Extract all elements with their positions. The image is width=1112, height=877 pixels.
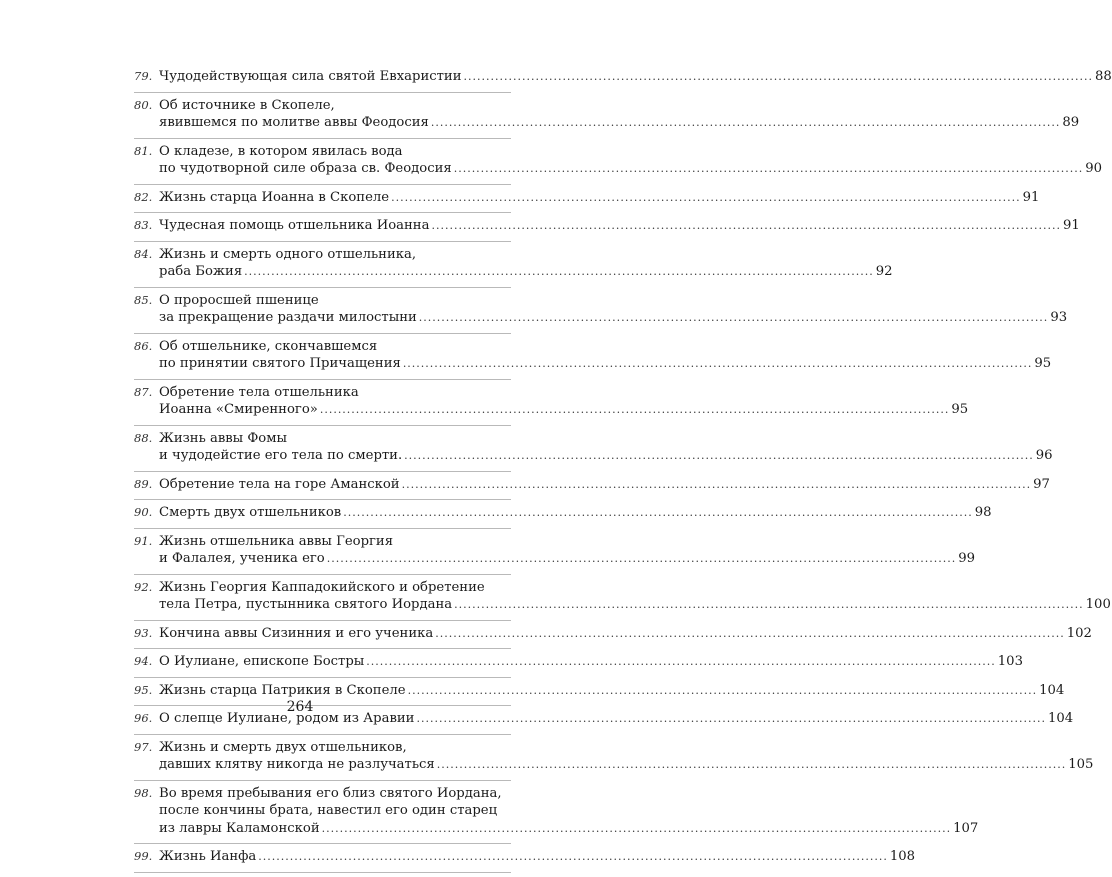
dot-leader: ............................................................................................................................................ xyxy=(453,162,1084,175)
entry-title-line: Жизнь и смерть одного отшельника, xyxy=(159,246,417,262)
entry-number: 87. xyxy=(134,384,153,399)
entry-title-line: раба Божия xyxy=(159,264,243,279)
entry-number: 90. xyxy=(134,505,153,519)
entry-title-line: Жизнь Ианфа xyxy=(159,849,257,864)
dot-leader: ............................................................................................................................................ xyxy=(436,758,1067,771)
entry-title xyxy=(159,292,1068,327)
entry-page: 98 xyxy=(974,505,992,520)
dot-leader: ............................................................................................................................................ xyxy=(343,506,973,519)
dot-leader: ............................................................................................................................................ xyxy=(244,265,874,278)
entry-number: 96. xyxy=(134,711,153,725)
entry-page: 90 xyxy=(1085,161,1103,176)
toc-entry xyxy=(134,384,969,426)
toc-entry xyxy=(134,739,1094,781)
entry-page: 96 xyxy=(1035,448,1053,463)
entry-title-line: О слепце Иулиане, родом из Аравии xyxy=(159,711,415,726)
entry-number: 97. xyxy=(134,739,153,754)
entry-title-line: Обретение тела на горе Аманской xyxy=(159,476,400,492)
entry-title xyxy=(159,848,915,866)
dot-leader: ............................................................................................................................................ xyxy=(407,683,1038,697)
entry-number: 95. xyxy=(134,682,153,697)
entry-number: 80. xyxy=(134,97,153,112)
toc-entry xyxy=(134,430,1053,472)
entry-page: 95 xyxy=(1034,356,1052,371)
entry-title xyxy=(159,533,976,568)
entry-title-line: Об отшельнике, скончавшемся xyxy=(159,338,378,354)
entry-title-line: О Иулиане, епископе Бостры xyxy=(159,654,365,669)
entry-title xyxy=(159,625,1092,643)
page-number: 264 xyxy=(286,699,314,715)
toc-entry xyxy=(134,189,1040,214)
dot-leader: ............................................................................................................................................ xyxy=(321,821,952,835)
entry-number: 83. xyxy=(134,218,153,232)
entry-page: 95 xyxy=(951,402,969,417)
dot-leader: ............................................................................................................................................ xyxy=(319,403,950,416)
entry-page: 91 xyxy=(1022,189,1040,205)
dot-leader: ............................................................................................................................................ xyxy=(454,598,1084,611)
dot-leader: ............................................................................................................................................ xyxy=(431,219,1061,232)
entry-title-line: Жизнь отшельника аввы Георгия xyxy=(159,533,394,549)
entry-title xyxy=(159,504,992,522)
entry-title-line: Жизнь старца Иоанна в Скопеле xyxy=(159,189,390,205)
entry-title xyxy=(159,68,1112,86)
entry-title-line: Жизнь старца Патрикия в Скопеле xyxy=(159,682,406,698)
entry-number: 81. xyxy=(134,143,153,158)
entry-page: 104 xyxy=(1039,682,1065,698)
entry-page: 93 xyxy=(1050,310,1068,325)
toc-entry xyxy=(134,97,1080,139)
entry-number: 89. xyxy=(134,476,153,491)
entry-page: 91 xyxy=(1063,218,1080,233)
dot-leader: ............................................................................................................................................ xyxy=(430,116,1061,129)
entry-number: 88. xyxy=(134,430,153,445)
toc-entry xyxy=(134,625,1092,650)
toc-entry xyxy=(134,292,1068,334)
entry-page: 103 xyxy=(997,654,1023,669)
entry-title-line: явившемся по молитве аввы Феодосия xyxy=(159,115,429,130)
entry-title-line: Жизнь аввы Фомы xyxy=(159,430,287,446)
entry-title-line: Обретение тела отшельника xyxy=(159,384,359,400)
table-of-contents xyxy=(134,68,1112,877)
toc-entry xyxy=(134,476,1050,501)
entry-number: 99. xyxy=(134,849,153,863)
entry-title-line: Чудодействующая сила святой Евхаристии xyxy=(159,69,462,84)
dot-leader: ............................................................................................................................................ xyxy=(418,311,1049,324)
toc-entry xyxy=(134,785,979,845)
entry-page: 92 xyxy=(875,264,893,279)
entry-title-line: по чудотворной силе образа св. Феодосия xyxy=(159,161,452,176)
entry-page: 102 xyxy=(1066,625,1092,641)
entry-page: 104 xyxy=(1048,711,1074,726)
entry-title xyxy=(159,338,1052,373)
dot-leader: ............................................................................................................................................ xyxy=(404,449,1034,462)
entry-title-line: Об источнике в Скопеле, xyxy=(159,97,335,113)
entry-title-line: за прекращение раздачи милостыни xyxy=(159,310,417,325)
entry-page: 105 xyxy=(1068,757,1094,772)
entry-number: 86. xyxy=(134,338,153,353)
entry-title xyxy=(159,246,893,281)
dot-leader: ............................................................................................................................................ xyxy=(402,357,1033,370)
dot-leader: ............................................................................................................................................ xyxy=(366,655,996,668)
entry-number: 82. xyxy=(134,189,153,204)
entry-title-line: Иоанна «Смиренного» xyxy=(159,402,318,417)
toc-entry xyxy=(134,533,976,575)
toc-entry xyxy=(134,338,1052,380)
entry-title xyxy=(159,476,1050,494)
dot-leader: ............................................................................................................................................ xyxy=(463,70,1094,83)
entry-page: 107 xyxy=(953,820,979,836)
entry-title-line: Чудесная помощь отшельника Иоанна xyxy=(159,218,430,233)
entry-number: 92. xyxy=(134,579,153,594)
entry-title xyxy=(159,682,1065,700)
entry-title xyxy=(159,189,1040,207)
entry-title-line: Смерть двух отшельников xyxy=(159,505,342,520)
toc-entry xyxy=(134,143,1103,185)
entry-number: 91. xyxy=(134,533,153,548)
entry-title xyxy=(159,217,1080,235)
entry-page: 99 xyxy=(958,551,976,566)
toc-entry xyxy=(134,579,1111,621)
entry-title-line: О кладезе, в котором явилась вода xyxy=(159,143,403,159)
entry-title xyxy=(159,384,969,419)
entry-title-line: и чудодейстие его тела по смерти. xyxy=(159,448,403,463)
toc-entry xyxy=(134,217,1080,242)
entry-number: 94. xyxy=(134,654,153,668)
entry-title xyxy=(159,579,1111,614)
entry-page: 88 xyxy=(1095,69,1112,84)
entry-title-line: тела Петра, пустынника святого Иордана xyxy=(159,597,453,612)
toc-entry xyxy=(134,653,1023,678)
entry-number: 98. xyxy=(134,785,153,800)
entry-title-line: после кончины брата, навестил его один старец xyxy=(159,803,498,818)
entry-page: 108 xyxy=(889,849,915,864)
toc-entry xyxy=(134,504,992,529)
entry-title-line: Жизнь Георгия Каппадокийского и обретение xyxy=(159,579,485,595)
entry-page: 89 xyxy=(1062,115,1080,130)
entry-title-line: давших клятву никогда не разлучаться xyxy=(159,757,435,772)
entry-title xyxy=(159,653,1023,671)
entry-title xyxy=(159,143,1103,178)
entry-title-line: по принятии святого Причащения xyxy=(159,356,401,371)
entry-number: 93. xyxy=(134,625,153,640)
entry-page: 100 xyxy=(1085,597,1111,612)
entry-title xyxy=(159,739,1094,774)
dot-leader: ............................................................................................................................................ xyxy=(326,552,957,565)
dot-leader: ............................................................................................................................................ xyxy=(391,190,1021,204)
toc-entry xyxy=(134,848,915,873)
entry-title-line: Жизнь и смерть двух отшельников, xyxy=(159,739,407,755)
dot-leader: ............................................................................................................................................ xyxy=(416,712,1046,725)
entry-number: 85. xyxy=(134,292,153,307)
entry-title xyxy=(159,430,1053,465)
entry-title-line: Кончина аввы Сизинния и его ученика xyxy=(159,625,434,641)
dot-leader: ............................................................................................................................................ xyxy=(258,850,888,863)
dot-leader: ............................................................................................................................................ xyxy=(401,477,1032,491)
dot-leader: ............................................................................................................................................ xyxy=(435,626,1065,640)
entry-number: 84. xyxy=(134,246,153,261)
entry-title xyxy=(159,97,1080,132)
entry-title-line: и Фалалея, ученика его xyxy=(159,551,325,566)
entry-title xyxy=(159,785,979,838)
entry-title-line: О проросшей пшенице xyxy=(159,292,319,308)
entry-page: 97 xyxy=(1033,476,1050,492)
entry-title-line: из лавры Каламонской xyxy=(159,820,320,836)
toc-entry xyxy=(134,246,893,288)
toc-entry xyxy=(134,68,1112,93)
entry-title-line: Во время пребывания его близ святого Иордана, xyxy=(159,785,502,801)
entry-number: 79. xyxy=(134,69,153,83)
